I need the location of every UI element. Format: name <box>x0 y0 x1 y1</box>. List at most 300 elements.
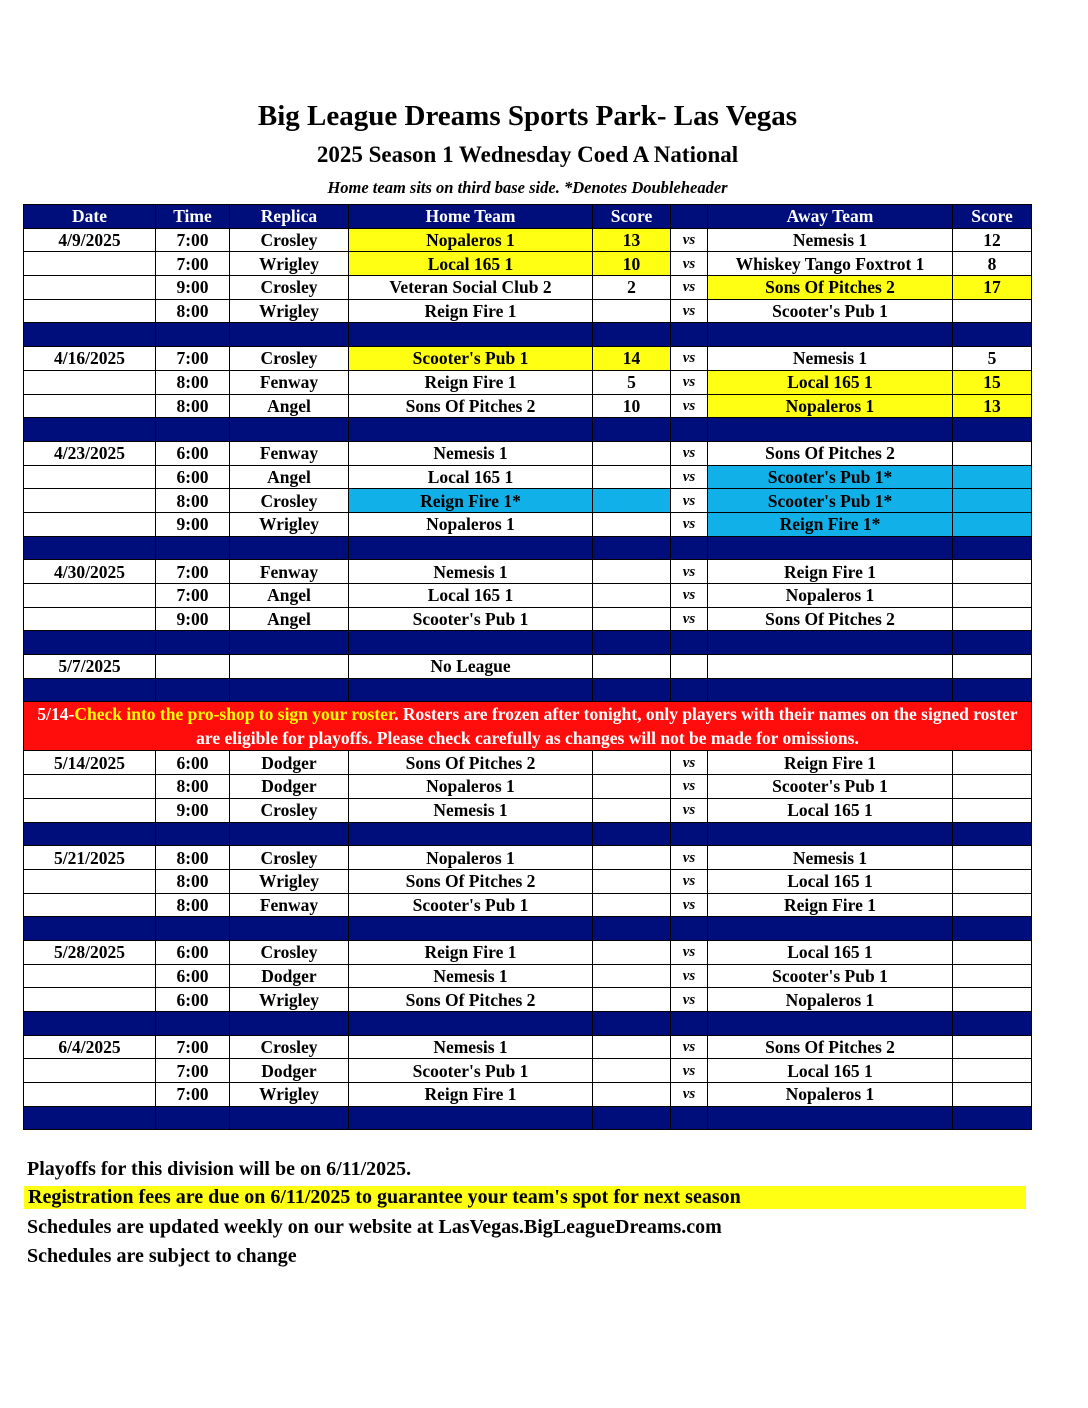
game-date: 4/16/2025 <box>24 347 156 371</box>
away-score <box>953 465 1032 489</box>
home-score <box>593 775 671 799</box>
separator-cell <box>593 678 671 702</box>
week-separator <box>24 822 1032 846</box>
separator-cell <box>671 678 708 702</box>
vs-label: vs <box>671 512 708 536</box>
home-score: 10 <box>593 252 671 276</box>
game-replica: Fenway <box>230 441 349 465</box>
separator-cell <box>593 418 671 442</box>
table-row <box>24 347 1032 371</box>
table-row <box>24 560 1032 584</box>
game-time: 9:00 <box>156 276 230 300</box>
home-team: Nemesis 1 <box>349 441 593 465</box>
home-score <box>593 299 671 323</box>
game-replica: Fenway <box>230 370 349 394</box>
separator-cell <box>953 1106 1032 1130</box>
week-separator <box>24 631 1032 655</box>
home-team: Local 165 1 <box>349 465 593 489</box>
away-score <box>953 512 1032 536</box>
home-score <box>593 441 671 465</box>
schedule-body <box>24 228 1032 1130</box>
game-time: 8:00 <box>156 489 230 513</box>
home-team: Reign Fire 1 <box>349 940 593 964</box>
roster-notice <box>24 702 1032 751</box>
separator-cell <box>953 1012 1032 1036</box>
game-replica: Crosley <box>230 940 349 964</box>
away-team: Nemesis 1 <box>708 347 953 371</box>
col-home-score: Score <box>593 205 671 229</box>
home-team: Sons Of Pitches 2 <box>349 869 593 893</box>
game-time: 8:00 <box>156 846 230 870</box>
home-score <box>593 607 671 631</box>
away-team: Nopaleros 1 <box>708 394 953 418</box>
week-separator <box>24 1012 1032 1036</box>
away-team: Nopaleros 1 <box>708 584 953 608</box>
home-team: Veteran Social Club 2 <box>349 276 593 300</box>
game-date: 5/14/2025 <box>24 751 156 775</box>
game-replica: Fenway <box>230 560 349 584</box>
vs-label: vs <box>671 940 708 964</box>
vs-label: vs <box>671 370 708 394</box>
game-date <box>24 252 156 276</box>
empty-cell <box>953 655 1032 679</box>
away-team: Reign Fire 1 <box>708 893 953 917</box>
home-score: 10 <box>593 394 671 418</box>
game-date: 5/28/2025 <box>24 940 156 964</box>
table-row <box>24 489 1032 513</box>
game-date: 4/30/2025 <box>24 560 156 584</box>
separator-cell <box>24 418 156 442</box>
home-score: 13 <box>593 228 671 252</box>
separator-cell <box>349 1106 593 1130</box>
home-team: Reign Fire 1 <box>349 299 593 323</box>
home-score <box>593 584 671 608</box>
game-time: 9:00 <box>156 798 230 822</box>
home-score: 14 <box>593 347 671 371</box>
home-score: 5 <box>593 370 671 394</box>
home-team: Scooter's Pub 1 <box>349 893 593 917</box>
game-replica: Crosley <box>230 846 349 870</box>
col-away-score: Score <box>953 205 1032 229</box>
away-score <box>953 869 1032 893</box>
home-team: Reign Fire 1 <box>349 370 593 394</box>
game-replica: Crosley <box>230 276 349 300</box>
away-score <box>953 964 1032 988</box>
away-score <box>953 560 1032 584</box>
game-time: 8:00 <box>156 869 230 893</box>
away-team: Nemesis 1 <box>708 846 953 870</box>
separator-cell <box>593 917 671 941</box>
table-row <box>24 252 1032 276</box>
separator-cell <box>671 631 708 655</box>
away-score <box>953 299 1032 323</box>
game-time: 8:00 <box>156 299 230 323</box>
separator-cell <box>708 917 953 941</box>
home-team: Sons Of Pitches 2 <box>349 751 593 775</box>
page-subtitle: 2025 Season 1 Wednesday Coed A National <box>316 142 739 167</box>
game-date <box>24 512 156 536</box>
home-team: Nopaleros 1 <box>349 228 593 252</box>
table-row <box>24 751 1032 775</box>
game-replica: Wrigley <box>230 299 349 323</box>
away-score <box>953 940 1032 964</box>
home-team: Nemesis 1 <box>349 560 593 584</box>
table-row <box>24 964 1032 988</box>
separator-cell <box>349 678 593 702</box>
game-replica: Angel <box>230 465 349 489</box>
vs-label: vs <box>671 1083 708 1107</box>
game-time: 9:00 <box>156 607 230 631</box>
separator-cell <box>156 678 230 702</box>
home-score <box>593 893 671 917</box>
col-time: Time <box>156 205 230 229</box>
game-time <box>156 655 230 679</box>
separator-cell <box>593 1106 671 1130</box>
vs-label: vs <box>671 252 708 276</box>
separator-cell <box>708 418 953 442</box>
separator-cell <box>349 1012 593 1036</box>
separator-cell <box>671 1012 708 1036</box>
game-date <box>24 988 156 1012</box>
away-team: Scooter's Pub 1* <box>708 465 953 489</box>
home-score <box>593 512 671 536</box>
game-replica: Fenway <box>230 893 349 917</box>
away-score <box>953 988 1032 1012</box>
page-title: Big League Dreams Sports Park- Las Vegas <box>257 100 798 132</box>
table-row <box>24 228 1032 252</box>
home-score <box>593 964 671 988</box>
away-team: Nopaleros 1 <box>708 1083 953 1107</box>
separator-cell <box>671 1106 708 1130</box>
separator-cell <box>708 822 953 846</box>
separator-cell <box>671 536 708 560</box>
vs-label: vs <box>671 347 708 371</box>
away-score: 8 <box>953 252 1032 276</box>
week-separator <box>24 917 1032 941</box>
vs-label: vs <box>671 276 708 300</box>
away-team: Sons Of Pitches 2 <box>708 607 953 631</box>
game-time: 7:00 <box>156 252 230 276</box>
vs-label: vs <box>671 846 708 870</box>
home-team: Sons Of Pitches 2 <box>349 988 593 1012</box>
vs-label: vs <box>671 893 708 917</box>
separator-cell <box>593 631 671 655</box>
table-row <box>24 512 1032 536</box>
away-score: 5 <box>953 347 1032 371</box>
home-team: Local 165 1 <box>349 584 593 608</box>
table-row <box>24 276 1032 300</box>
change-note: Schedules are subject to change <box>27 1245 297 1267</box>
away-team: Sons Of Pitches 2 <box>708 276 953 300</box>
separator-cell <box>24 1106 156 1130</box>
week-separator <box>24 418 1032 442</box>
game-date <box>24 584 156 608</box>
away-score <box>953 441 1032 465</box>
game-time: 8:00 <box>156 775 230 799</box>
table-row <box>24 584 1032 608</box>
vs-label: vs <box>671 988 708 1012</box>
separator-cell <box>230 536 349 560</box>
table-row <box>24 441 1032 465</box>
empty-cell <box>593 655 671 679</box>
home-team: Scooter's Pub 1 <box>349 347 593 371</box>
col-vs <box>671 205 708 229</box>
game-replica: Crosley <box>230 1035 349 1059</box>
vs-label: vs <box>671 798 708 822</box>
home-score <box>593 940 671 964</box>
separator-cell <box>708 678 953 702</box>
home-score: 2 <box>593 276 671 300</box>
game-replica: Angel <box>230 607 349 631</box>
away-score <box>953 489 1032 513</box>
table-row <box>24 607 1032 631</box>
vs-label: vs <box>671 441 708 465</box>
home-score <box>593 751 671 775</box>
table-row <box>24 940 1032 964</box>
home-score <box>593 465 671 489</box>
table-row <box>24 465 1032 489</box>
table-row <box>24 299 1032 323</box>
home-score <box>593 798 671 822</box>
away-score <box>953 798 1032 822</box>
game-replica: Crosley <box>230 489 349 513</box>
game-replica: Wrigley <box>230 988 349 1012</box>
vs-label: vs <box>671 584 708 608</box>
separator-cell <box>593 536 671 560</box>
separator-cell <box>708 1012 953 1036</box>
game-replica: Dodger <box>230 1059 349 1083</box>
separator-cell <box>953 917 1032 941</box>
separator-cell <box>953 536 1032 560</box>
game-date <box>24 869 156 893</box>
separator-cell <box>671 323 708 347</box>
empty-cell <box>671 655 708 679</box>
home-team: Nemesis 1 <box>349 1035 593 1059</box>
away-score: 13 <box>953 394 1032 418</box>
home-score <box>593 489 671 513</box>
home-score <box>593 1035 671 1059</box>
game-time: 6:00 <box>156 988 230 1012</box>
week-separator <box>24 678 1032 702</box>
separator-cell <box>953 678 1032 702</box>
game-replica: Dodger <box>230 751 349 775</box>
separator-cell <box>593 323 671 347</box>
away-score <box>953 893 1032 917</box>
separator-cell <box>24 917 156 941</box>
col-replica: Replica <box>230 205 349 229</box>
game-date <box>24 299 156 323</box>
away-team: Local 165 1 <box>708 1059 953 1083</box>
separator-cell <box>24 323 156 347</box>
game-time: 7:00 <box>156 1059 230 1083</box>
away-score: 15 <box>953 370 1032 394</box>
separator-cell <box>230 1106 349 1130</box>
away-team: Local 165 1 <box>708 798 953 822</box>
home-score <box>593 1083 671 1107</box>
schedule-table <box>23 204 1032 1130</box>
separator-cell <box>349 323 593 347</box>
away-team: Whiskey Tango Foxtrot 1 <box>708 252 953 276</box>
game-time: 8:00 <box>156 370 230 394</box>
table-row <box>24 893 1032 917</box>
away-team: Local 165 1 <box>708 370 953 394</box>
week-separator <box>24 1106 1032 1130</box>
table-row <box>24 655 1032 679</box>
separator-cell <box>349 536 593 560</box>
separator-cell <box>24 822 156 846</box>
away-score <box>953 1083 1032 1107</box>
game-replica: Crosley <box>230 798 349 822</box>
separator-cell <box>708 1106 953 1130</box>
game-replica: Wrigley <box>230 512 349 536</box>
separator-cell <box>671 418 708 442</box>
separator-cell <box>349 822 593 846</box>
away-team: Scooter's Pub 1 <box>708 964 953 988</box>
game-date <box>24 370 156 394</box>
game-date: 4/9/2025 <box>24 228 156 252</box>
home-team: Nopaleros 1 <box>349 775 593 799</box>
separator-cell <box>230 418 349 442</box>
game-date <box>24 465 156 489</box>
away-score <box>953 775 1032 799</box>
separator-cell <box>349 631 593 655</box>
home-score <box>593 560 671 584</box>
game-date <box>24 893 156 917</box>
away-team: Scooter's Pub 1 <box>708 775 953 799</box>
game-time: 7:00 <box>156 228 230 252</box>
separator-cell <box>953 631 1032 655</box>
game-date <box>24 1083 156 1107</box>
home-team: Scooter's Pub 1 <box>349 607 593 631</box>
game-date <box>24 607 156 631</box>
vs-label: vs <box>671 869 708 893</box>
away-score <box>953 751 1032 775</box>
home-team: Local 165 1 <box>349 252 593 276</box>
separator-cell <box>349 917 593 941</box>
home-team: Reign Fire 1* <box>349 489 593 513</box>
vs-label: vs <box>671 775 708 799</box>
home-score <box>593 1059 671 1083</box>
away-score <box>953 1035 1032 1059</box>
table-row <box>24 1083 1032 1107</box>
separator-cell <box>953 418 1032 442</box>
game-replica: Wrigley <box>230 252 349 276</box>
game-date <box>24 964 156 988</box>
col-away-team: Away Team <box>708 205 953 229</box>
separator-cell <box>156 1012 230 1036</box>
home-team: Scooter's Pub 1 <box>349 1059 593 1083</box>
notice-rest: . Rosters are frozen after tonight, only players with their names on the signed roster are eligible for playoffs. Please check carefully as changes will not be made for omissions. <box>196 704 1018 749</box>
separator-cell <box>953 822 1032 846</box>
vs-label: vs <box>671 228 708 252</box>
game-date <box>24 798 156 822</box>
separator-cell <box>156 822 230 846</box>
away-score: 17 <box>953 276 1032 300</box>
schedule-note: Home team sits on third base side. *Denotes Doubleheader <box>327 178 728 197</box>
vs-label: vs <box>671 1035 708 1059</box>
away-team: Reign Fire 1 <box>708 560 953 584</box>
game-time: 6:00 <box>156 964 230 988</box>
game-date <box>24 775 156 799</box>
away-team: Scooter's Pub 1 <box>708 299 953 323</box>
table-row <box>24 1059 1032 1083</box>
vs-label: vs <box>671 607 708 631</box>
separator-cell <box>156 536 230 560</box>
game-time: 7:00 <box>156 560 230 584</box>
game-replica: Crosley <box>230 347 349 371</box>
away-team: Scooter's Pub 1* <box>708 489 953 513</box>
separator-cell <box>671 822 708 846</box>
game-time: 7:00 <box>156 1083 230 1107</box>
separator-cell <box>593 822 671 846</box>
game-time: 9:00 <box>156 512 230 536</box>
separator-cell <box>24 678 156 702</box>
header-row <box>24 205 1032 229</box>
week-separator <box>24 536 1032 560</box>
home-score <box>593 869 671 893</box>
vs-label: vs <box>671 560 708 584</box>
game-replica: Wrigley <box>230 869 349 893</box>
separator-cell <box>708 631 953 655</box>
away-team: Local 165 1 <box>708 869 953 893</box>
table-row <box>24 869 1032 893</box>
game-date: 5/21/2025 <box>24 846 156 870</box>
away-team: Reign Fire 1* <box>708 512 953 536</box>
game-time: 8:00 <box>156 394 230 418</box>
table-row <box>24 846 1032 870</box>
table-row <box>24 775 1032 799</box>
vs-label: vs <box>671 465 708 489</box>
home-team: Sons Of Pitches 2 <box>349 394 593 418</box>
col-date: Date <box>24 205 156 229</box>
website-note: Schedules are updated weekly on our website at LasVegas.BigLeagueDreams.com <box>27 1216 722 1238</box>
home-team: Nopaleros 1 <box>349 512 593 536</box>
separator-cell <box>24 631 156 655</box>
separator-cell <box>593 1012 671 1036</box>
separator-cell <box>24 536 156 560</box>
empty-cell <box>708 655 953 679</box>
separator-cell <box>708 323 953 347</box>
home-team: Nopaleros 1 <box>349 846 593 870</box>
away-score: 12 <box>953 228 1032 252</box>
game-time: 6:00 <box>156 940 230 964</box>
game-time: 6:00 <box>156 751 230 775</box>
away-score <box>953 607 1032 631</box>
game-date: 4/23/2025 <box>24 441 156 465</box>
game-date: 5/7/2025 <box>24 655 156 679</box>
no-league-label: No League <box>349 655 593 679</box>
table-row <box>24 394 1032 418</box>
game-replica: Angel <box>230 394 349 418</box>
home-team: Nemesis 1 <box>349 964 593 988</box>
separator-cell <box>156 917 230 941</box>
table-row <box>24 370 1032 394</box>
separator-cell <box>230 917 349 941</box>
game-date <box>24 394 156 418</box>
game-date <box>24 489 156 513</box>
home-score <box>593 846 671 870</box>
game-date <box>24 276 156 300</box>
table-row <box>24 798 1032 822</box>
away-score <box>953 584 1032 608</box>
separator-cell <box>156 1106 230 1130</box>
away-team: Reign Fire 1 <box>708 751 953 775</box>
separator-cell <box>156 323 230 347</box>
separator-cell <box>230 1012 349 1036</box>
game-date: 6/4/2025 <box>24 1035 156 1059</box>
separator-cell <box>230 822 349 846</box>
away-team: Sons Of Pitches 2 <box>708 1035 953 1059</box>
